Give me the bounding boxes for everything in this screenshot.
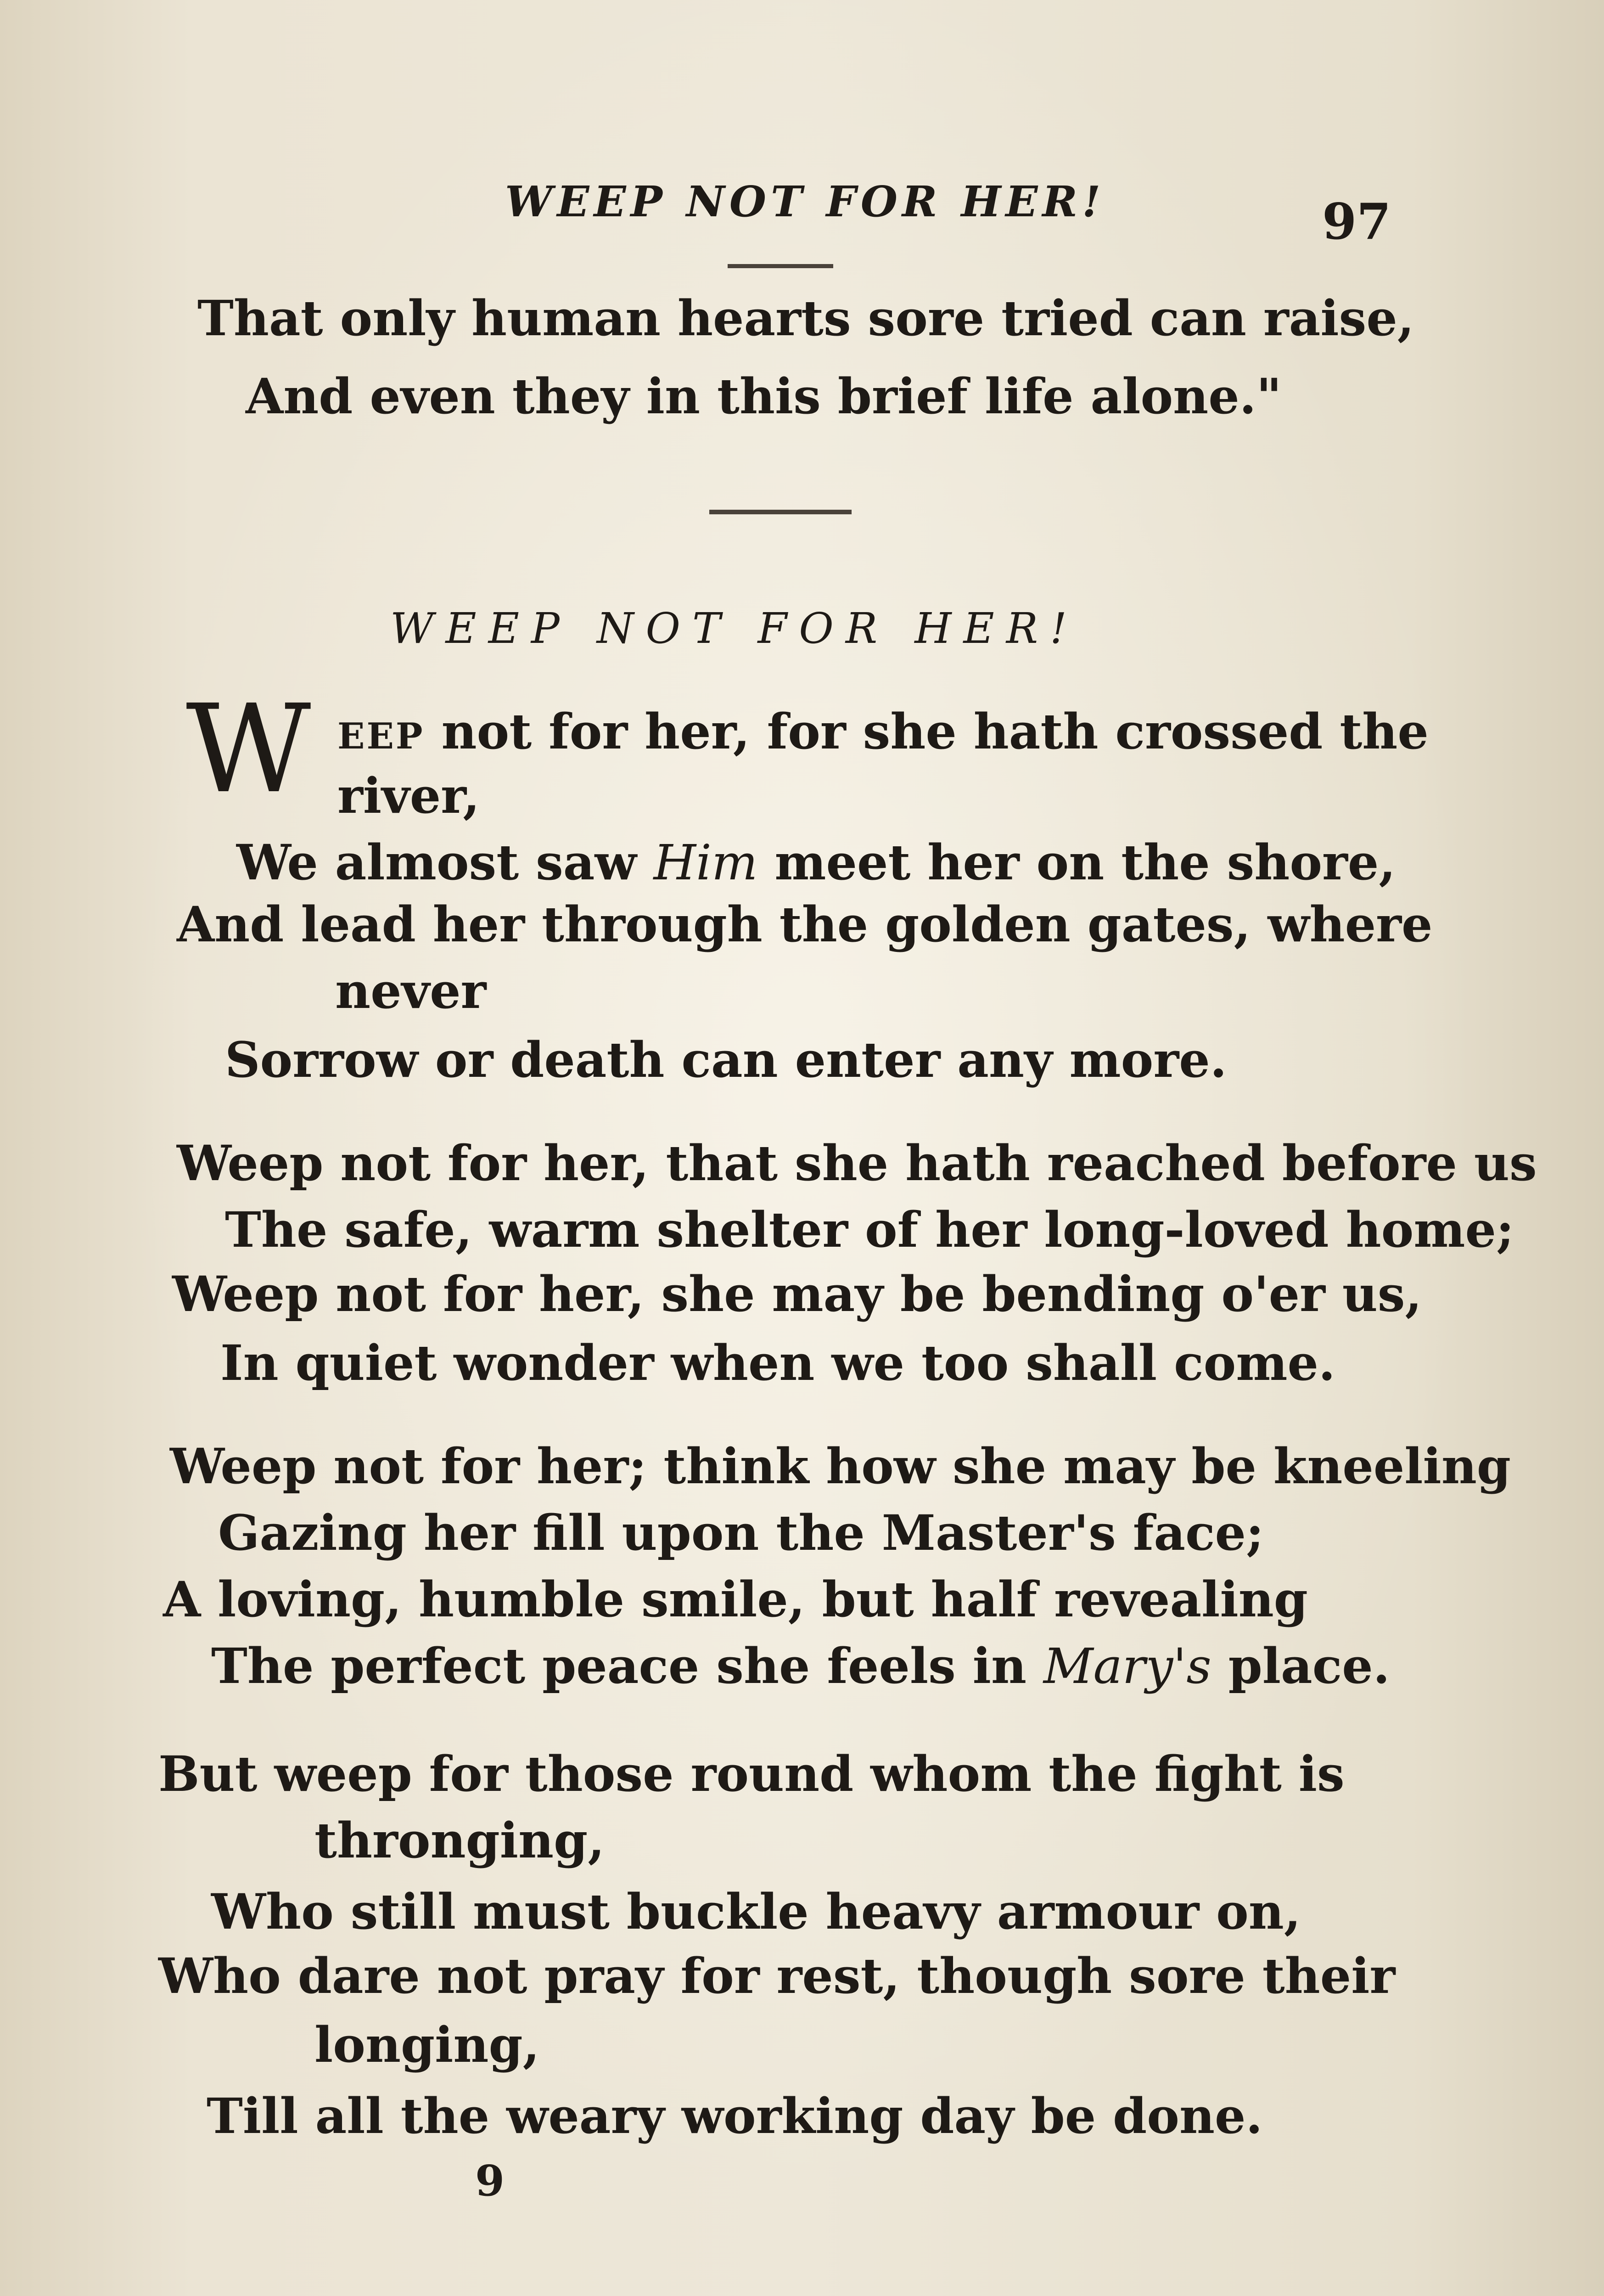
signature-mark: 9 <box>475 2156 505 2206</box>
poem-line: A loving, humble smile, but half revealing <box>163 1570 1308 1628</box>
poem-line: river, <box>337 767 480 824</box>
poem-line: Sorrow or death can enter any more. <box>225 1031 1227 1088</box>
page-number: 97 <box>1322 193 1391 251</box>
section-divider <box>709 510 852 514</box>
poem-line: Till all the weary working day be done. <box>207 2087 1263 2144</box>
drop-cap: W <box>186 679 311 820</box>
poem-first-line <box>337 703 1429 760</box>
first-word-smallcaps: EEP <box>337 715 425 757</box>
poem-line: And lead her through the golden gates, where <box>177 895 1433 953</box>
header-rule <box>728 264 833 268</box>
poem-line: Gazing her fill upon the Master's face; <box>218 1504 1264 1561</box>
poem-line: longing, <box>314 2016 540 2073</box>
poem-line: The perfect peace she feels in Mary's place. <box>211 1637 1390 1694</box>
poem-line: In quiet wonder when we too shall come. <box>220 1334 1335 1391</box>
poem-line: Who dare not pray for rest, though sore their <box>158 1947 1396 2004</box>
running-title: WEEP NOT FOR HER! <box>505 177 1105 226</box>
poem-line: Weep not for her; think how she may be kneeling <box>170 1437 1511 1495</box>
poem-line: never <box>335 962 487 1019</box>
poem-line: We almost saw Him meet her on the shore, <box>236 833 1396 891</box>
first-line-rest: not for her, for she hath crossed the <box>424 703 1429 760</box>
previous-poem-line: And even they in this brief life alone." <box>246 367 1282 425</box>
poem-line: Weep not for her, that she hath reached before us <box>177 1134 1537 1192</box>
poem-line: Weep not for her, she may be bending o'er us, <box>172 1265 1422 1322</box>
poem-line: thronging, <box>314 1812 605 1869</box>
poem-line: Who still must buckle heavy armour on, <box>211 1883 1301 1940</box>
poem-title: WEEP NOT FOR HER! <box>390 604 1079 653</box>
poem-line: But weep for those round whom the fight is <box>158 1745 1345 1802</box>
previous-poem-line: That only human hearts sore tried can raise, <box>197 289 1414 347</box>
poem-line: The safe, warm shelter of her long-loved home; <box>225 1201 1514 1258</box>
